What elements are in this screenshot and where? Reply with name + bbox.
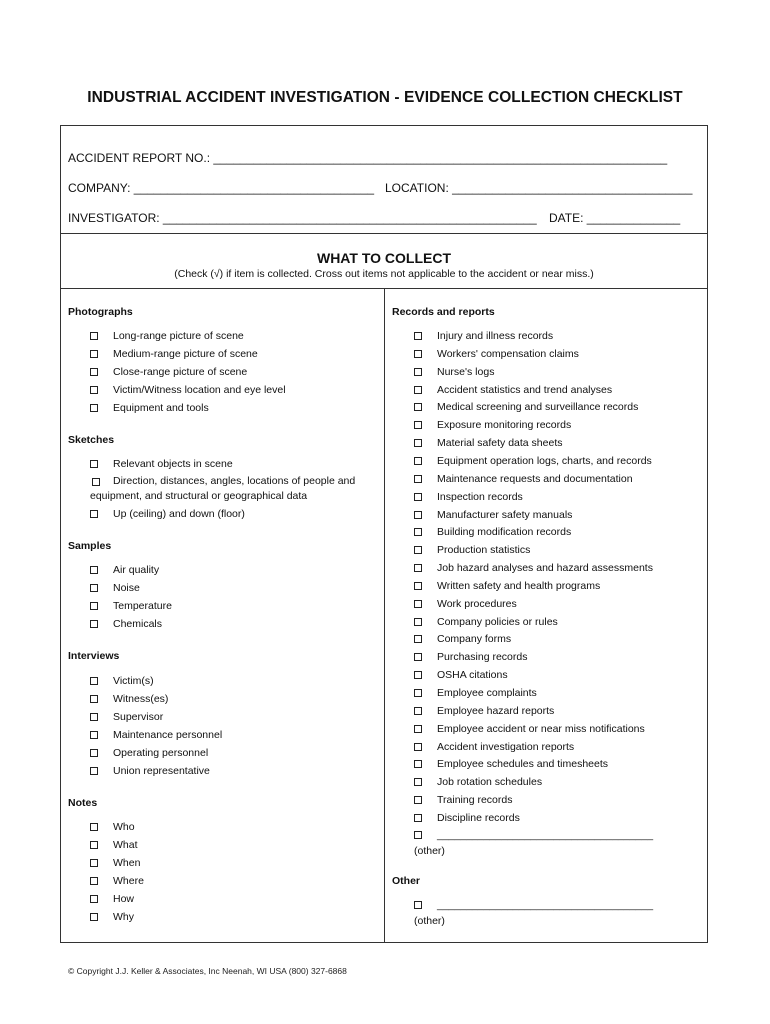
checkbox[interactable] [414, 493, 422, 501]
checklist-item-label: Purchasing records [437, 651, 528, 664]
other-input[interactable]: _____________________________________ [437, 829, 654, 841]
checkbox[interactable] [90, 859, 98, 867]
checklist-item-label: Company forms [437, 633, 512, 646]
checkbox[interactable] [414, 760, 422, 768]
checklist-item-label: Exposure monitoring records [437, 419, 572, 432]
checklist-item-label: Union representative [113, 764, 210, 777]
divider [61, 233, 707, 234]
checklist-item-label: Temperature [113, 599, 172, 612]
copyright-footer: © Copyright J.J. Keller & Associates, Inc Neenah, WI USA (800) 327-6868 [68, 966, 347, 976]
section-records: Records and reports [392, 306, 495, 318]
checklist-item-label: Employee accident or near miss notifications [437, 722, 645, 735]
checkbox[interactable] [414, 511, 422, 519]
checklist-item-label: Building modification records [437, 526, 572, 539]
checklist-item-label: Manufacturer safety manuals [437, 508, 573, 521]
checklist-item-label: Workers' compensation claims [437, 347, 579, 360]
checklist-item-label: Production statistics [437, 544, 531, 557]
section-samples: Samples [68, 540, 112, 552]
checkbox[interactable] [90, 368, 98, 376]
checklist-item-label: Medical screening and surveillance records [437, 401, 639, 414]
checklist-item-label: Discipline records [437, 811, 520, 824]
checklist-item-label: Long-range picture of scene [113, 330, 244, 342]
checklist-item-label: Accident investigation reports [437, 740, 575, 753]
checklist-item-label: Nurse's logs [437, 365, 495, 378]
checklist-item-label: Who [113, 821, 135, 833]
checkbox[interactable] [414, 689, 422, 697]
what-to-collect-instructions: (Check (√) if item is collected. Cross out items not applicable to the accident or near miss.) [174, 268, 594, 280]
checklist-item-label: Inspection records [437, 490, 523, 503]
checklist-item-label: Maintenance requests and documentation [437, 472, 633, 485]
other-label: (other) [414, 845, 445, 857]
checklist-item-label: Why [113, 910, 134, 923]
checklist-item-label: Employee hazard reports [437, 704, 555, 717]
checkbox[interactable] [90, 823, 98, 831]
page-title: INDUSTRIAL ACCIDENT INVESTIGATION - EVIDENCE COLLECTION CHECKLIST [87, 89, 683, 106]
checkbox[interactable] [90, 620, 98, 628]
investigator-field[interactable]: INVESTIGATOR: ________________________________________________________ [68, 211, 537, 225]
checkbox[interactable] [90, 749, 98, 757]
other-label: (other) [414, 915, 445, 927]
checkbox[interactable] [414, 707, 422, 715]
section-interviews: Interviews [68, 650, 120, 662]
checkbox[interactable] [90, 767, 98, 775]
checkbox[interactable] [90, 404, 98, 412]
checklist-item-label: Work procedures [437, 597, 517, 610]
checkbox[interactable] [92, 478, 100, 486]
checkbox[interactable] [90, 584, 98, 592]
checkbox[interactable] [90, 332, 98, 340]
checkbox[interactable] [414, 350, 422, 358]
checkbox[interactable] [414, 814, 422, 822]
checkbox[interactable] [90, 713, 98, 721]
location-field[interactable]: LOCATION: ____________________________________ [385, 181, 693, 195]
checklist-item-label: Employee schedules and timesheets [437, 758, 609, 771]
section-sketches: Sketches [68, 434, 115, 446]
section-photographs: Photographs [68, 306, 133, 318]
checklist-item-label: Operating personnel [113, 746, 209, 759]
checklist-item-label: Equipment and tools [113, 401, 209, 414]
checkbox[interactable] [414, 582, 422, 590]
checkbox[interactable] [90, 895, 98, 903]
checkbox[interactable] [414, 725, 422, 733]
what-to-collect-heading: WHAT TO COLLECT [316, 250, 452, 266]
report-no-field[interactable]: ACCIDENT REPORT NO.: ____________________________________________________________________ [68, 151, 668, 165]
checklist-item-label: OSHA citations [437, 669, 508, 682]
checklist-item-label: Medium-range picture of scene [113, 347, 258, 360]
checkbox[interactable] [90, 350, 98, 358]
checklist-item[interactable]: Direction, distances, angles, locations of people and equipment, and structural or geographical data [90, 475, 356, 502]
checklist-item-label: Supervisor [113, 710, 164, 723]
checkbox[interactable] [414, 653, 422, 661]
checkbox[interactable] [90, 566, 98, 574]
checklist-form [60, 125, 708, 943]
checklist-item-label: Noise [113, 581, 140, 594]
checkbox[interactable] [90, 510, 98, 518]
checkbox[interactable] [90, 913, 98, 921]
checkbox[interactable] [90, 460, 98, 468]
checkbox[interactable] [414, 901, 422, 909]
checklist-item-label: Victim/Witness location and eye level [113, 383, 286, 396]
checklist-item-label: What [113, 838, 138, 851]
checklist-item-label: Job hazard analyses and hazard assessments [437, 562, 653, 575]
company-field[interactable]: COMPANY: ____________________________________ [68, 181, 375, 195]
checklist-item-label: Air quality [113, 564, 160, 576]
checklist-item-label: Where [113, 874, 144, 887]
checklist-item-label: Employee complaints [437, 687, 537, 699]
checkbox[interactable] [414, 421, 422, 429]
checkbox[interactable] [90, 731, 98, 739]
checkbox[interactable] [414, 831, 422, 839]
checklist-item-label: Training records [437, 794, 513, 807]
checklist-item-label: Maintenance personnel [113, 728, 223, 741]
checkbox[interactable] [414, 368, 422, 376]
checkbox[interactable] [90, 841, 98, 849]
checkbox[interactable] [90, 677, 98, 685]
checklist-item-label: Material safety data sheets [437, 437, 563, 450]
checkbox[interactable] [414, 332, 422, 340]
checklist-item-label: Injury and illness records [437, 330, 554, 342]
checkbox[interactable] [414, 457, 422, 465]
section-notes: Notes [68, 797, 98, 809]
section-other: Other [392, 875, 421, 887]
checkbox[interactable] [414, 564, 422, 572]
checkbox[interactable] [414, 386, 422, 394]
checklist-item-label: Victim(s) [113, 675, 154, 687]
checkbox[interactable] [414, 546, 422, 554]
checklist-item-label: Witness(es) [113, 692, 169, 705]
checklist-item-label: Accident statistics and trend analyses [437, 383, 613, 396]
checkbox[interactable] [90, 877, 98, 885]
checklist-item-label: Written safety and health programs [437, 579, 601, 592]
checkbox[interactable] [414, 439, 422, 447]
checkbox[interactable] [90, 695, 98, 703]
checkbox[interactable] [414, 671, 422, 679]
checkbox[interactable] [414, 778, 422, 786]
checklist-item-label: Equipment operation logs, charts, and records [437, 454, 652, 467]
checkbox[interactable] [414, 618, 422, 626]
checkbox[interactable] [90, 386, 98, 394]
checkbox[interactable] [90, 602, 98, 610]
date-field[interactable]: DATE: ______________ [549, 211, 681, 225]
checkbox[interactable] [414, 600, 422, 608]
left-column: Photographs Long-range picture of scene Medium-range picture of scene Close-range picture of scene Victim/Witness location and eye level Equipment and tools Sketches Relevant objects in scene Direction, distances, angles, locations of people and equipment, and structural or geographical data Up (ceiling) and down (floor) Samples Air quality Noise Temperature Chemicals Interviews Victim(s) Witness(es) Supervisor Maintenance personnel Operating personnel Union representative Notes Who What When Where How Why [61, 288, 384, 942]
other-input[interactable]: _____________________________________ [437, 899, 654, 911]
right-column [385, 288, 709, 942]
checkbox[interactable] [414, 475, 422, 483]
checkbox[interactable] [414, 796, 422, 804]
checkbox[interactable] [414, 635, 422, 643]
checklist-item-label: When [113, 856, 141, 869]
checklist-item-label: How [113, 892, 135, 905]
checklist-item-label: Job rotation schedules [437, 776, 543, 789]
checklist-item-label: Company policies or rules [437, 615, 558, 628]
checkbox[interactable] [414, 403, 422, 411]
checkbox[interactable] [414, 743, 422, 751]
checklist-item-label: Chemicals [113, 617, 163, 630]
checklist-item-label: Close-range picture of scene [113, 365, 248, 378]
checkbox[interactable] [414, 528, 422, 536]
